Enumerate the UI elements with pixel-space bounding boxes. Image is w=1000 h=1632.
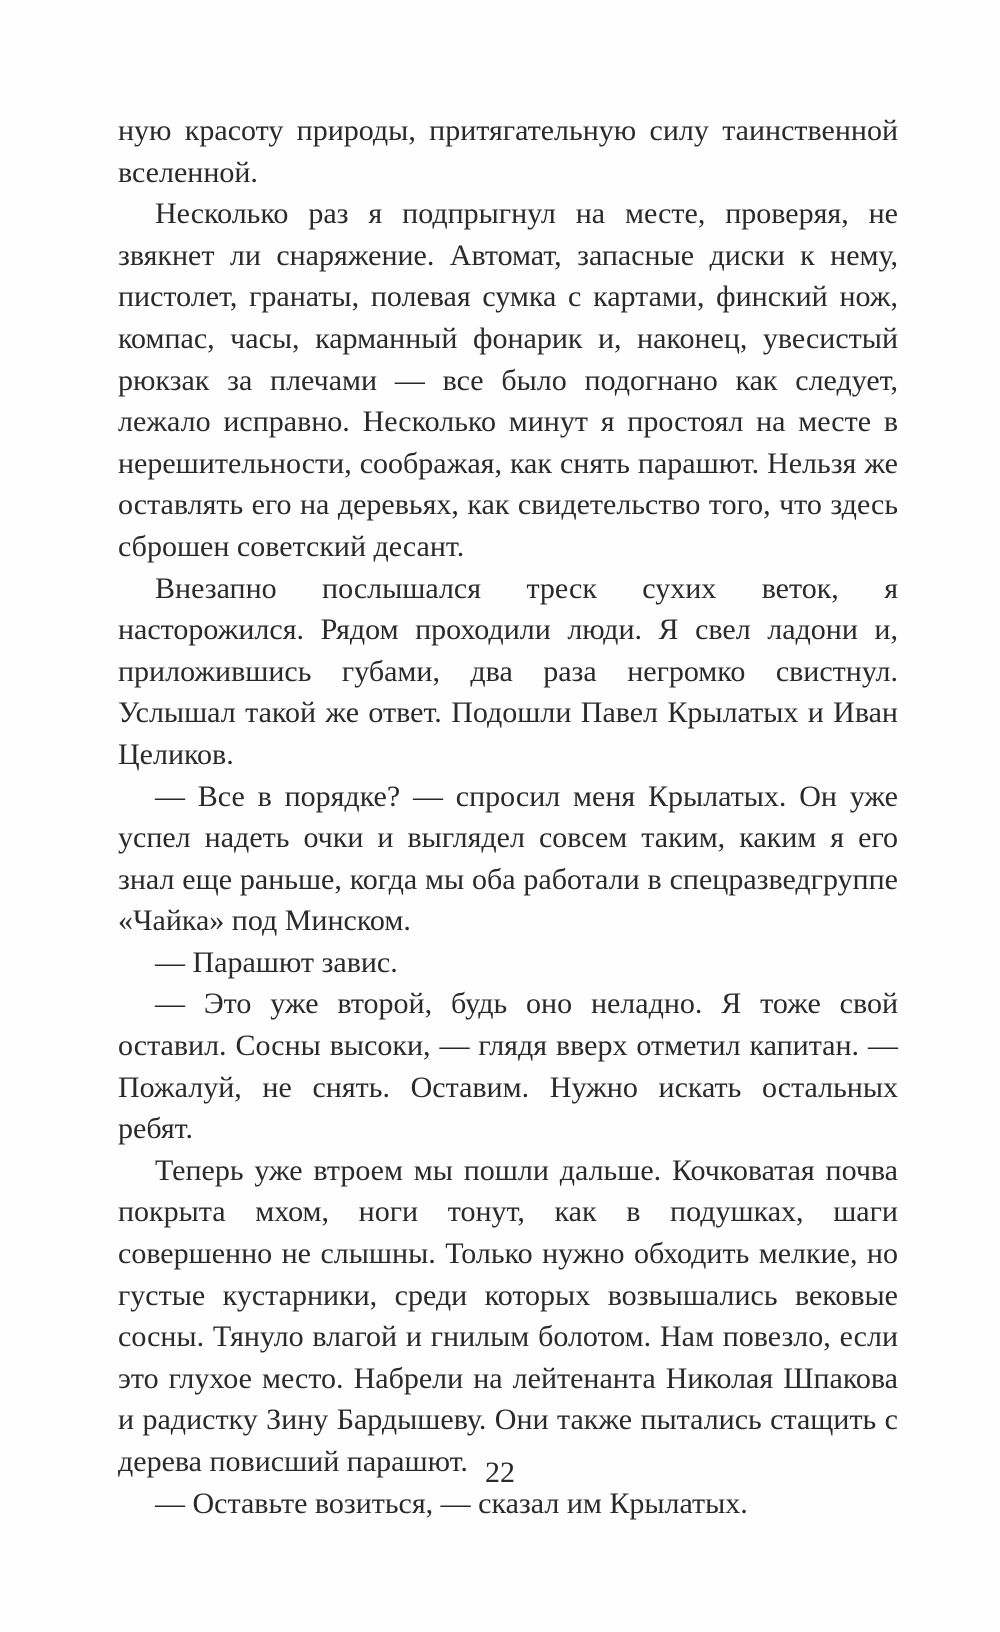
body-text [118,110,898,1524]
paragraph: — Это уже второй, будь оно неладно. Я тоже свой оставил. Сосны высоки, — глядя вверх отметил капитан. — Пожалуй, не снять. Оставим. Нужно искать остальных ребят. [118,987,898,1146]
page-number: 22 [485,1456,515,1489]
paragraph: Теперь уже втроем мы пошли дальше. Кочковатая почва покрыта мхом, ноги тонут, как в подушках, шаги совершенно не слышны. Только нужно обходить мелкие, но густые кустарники, среди которых возвышались вековые сосны. Тянуло влагой и гнилым болотом. Нам повезло, если это глухое место. Набрели на лейтенанта Николая Шпакова и радистку Зину Бардышеву. Они также пытались стащить с дерева повисший парашют. [118,1153,898,1478]
paragraph: ную красоту природы, притягательную силу таинственной вселенной. [118,114,898,189]
paragraph: Несколько раз я подпрыгнул на месте, проверяя, не звякнет ли снаряжение. Автомат, запасные диски к нему, пистолет, гранаты, полевая сумка с картами, финский нож, компас, часы, карманный фонарик и, наконец, увесистый рюкзак за плечами — все было подогнано как следует, лежало исправно. Несколько минут я простоял на месте в нерешительности, соображая, как снять парашют. Нельзя же оставлять его на деревьях, как свидетельство того, что здесь сброшен советский десант. [118,197,898,563]
paragraph: — Оставьте возиться, — сказал им Крылатых. [155,1486,748,1520]
paragraph: Внезапно послышался треск сухих веток, я насторожился. Рядом проходили люди. Я свел ладони и, приложившись губами, два раза негромко свистнул. Услышал такой же ответ. Подошли Павел Крылатых и Иван Целиков. [118,571,898,771]
paragraph: — Все в порядке? — спросил меня Крылатых. Он уже успел надеть очки и выглядел совсем таким, каким я его знал еще раньше, когда мы оба работали в спецразведгруппе «Чайка» под Минском. [118,779,898,938]
paragraph: — Парашют завис. [155,945,398,979]
